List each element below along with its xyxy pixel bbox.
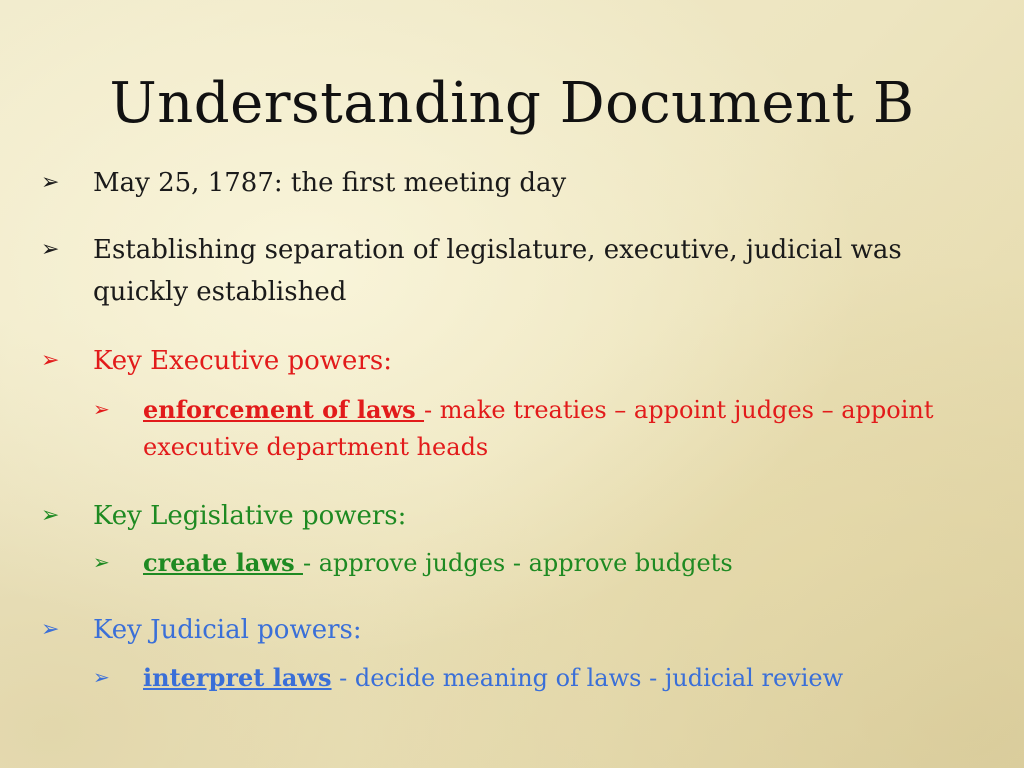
arrow-bullet-icon: ➢ [93,665,110,689]
arrow-bullet-icon: ➢ [93,550,110,574]
keyword-interpret-laws: interpret laws [143,663,332,692]
arrow-bullet-icon: ➢ [41,170,60,195]
sub-bullet-executive [93,391,973,466]
sub-bullet-text: - approve judges - approve budgets [302,549,733,577]
bullet-text: Key Judicial powers: [93,615,362,645]
slide-title: Understanding Document B [109,71,915,136]
arrow-bullet-icon: ➢ [41,617,60,642]
bullet-separation [41,229,973,313]
arrow-bullet-icon: ➢ [93,397,110,421]
sub-bullet-legislative [93,544,973,582]
bullet-meeting-day [41,162,973,204]
keyword-enforcement-of-laws: enforcement of laws [143,395,425,424]
sub-bullet-text: - make treaties – appoint judges – appoint executive department heads [143,396,934,461]
bullet-judicial-powers [41,609,973,651]
sub-bullet-judicial [93,659,973,697]
bullet-text: Key Legislative powers: [93,501,407,531]
bullet-text: Key Executive powers: [93,346,392,376]
bullet-executive-powers [41,340,973,382]
bullet-text: May 25, 1787: the first meeting day [93,168,567,198]
sub-bullet-text: - decide meaning of laws - judicial review [331,664,844,692]
arrow-bullet-icon: ➢ [41,503,60,528]
arrow-bullet-icon: ➢ [41,237,60,262]
bullet-legislative-powers [41,495,973,537]
keyword-create-laws: create laws [143,548,303,577]
bullet-text: Establishing separation of legislature, executive, judicial was quickly established [93,235,902,307]
arrow-bullet-icon: ➢ [41,348,60,373]
